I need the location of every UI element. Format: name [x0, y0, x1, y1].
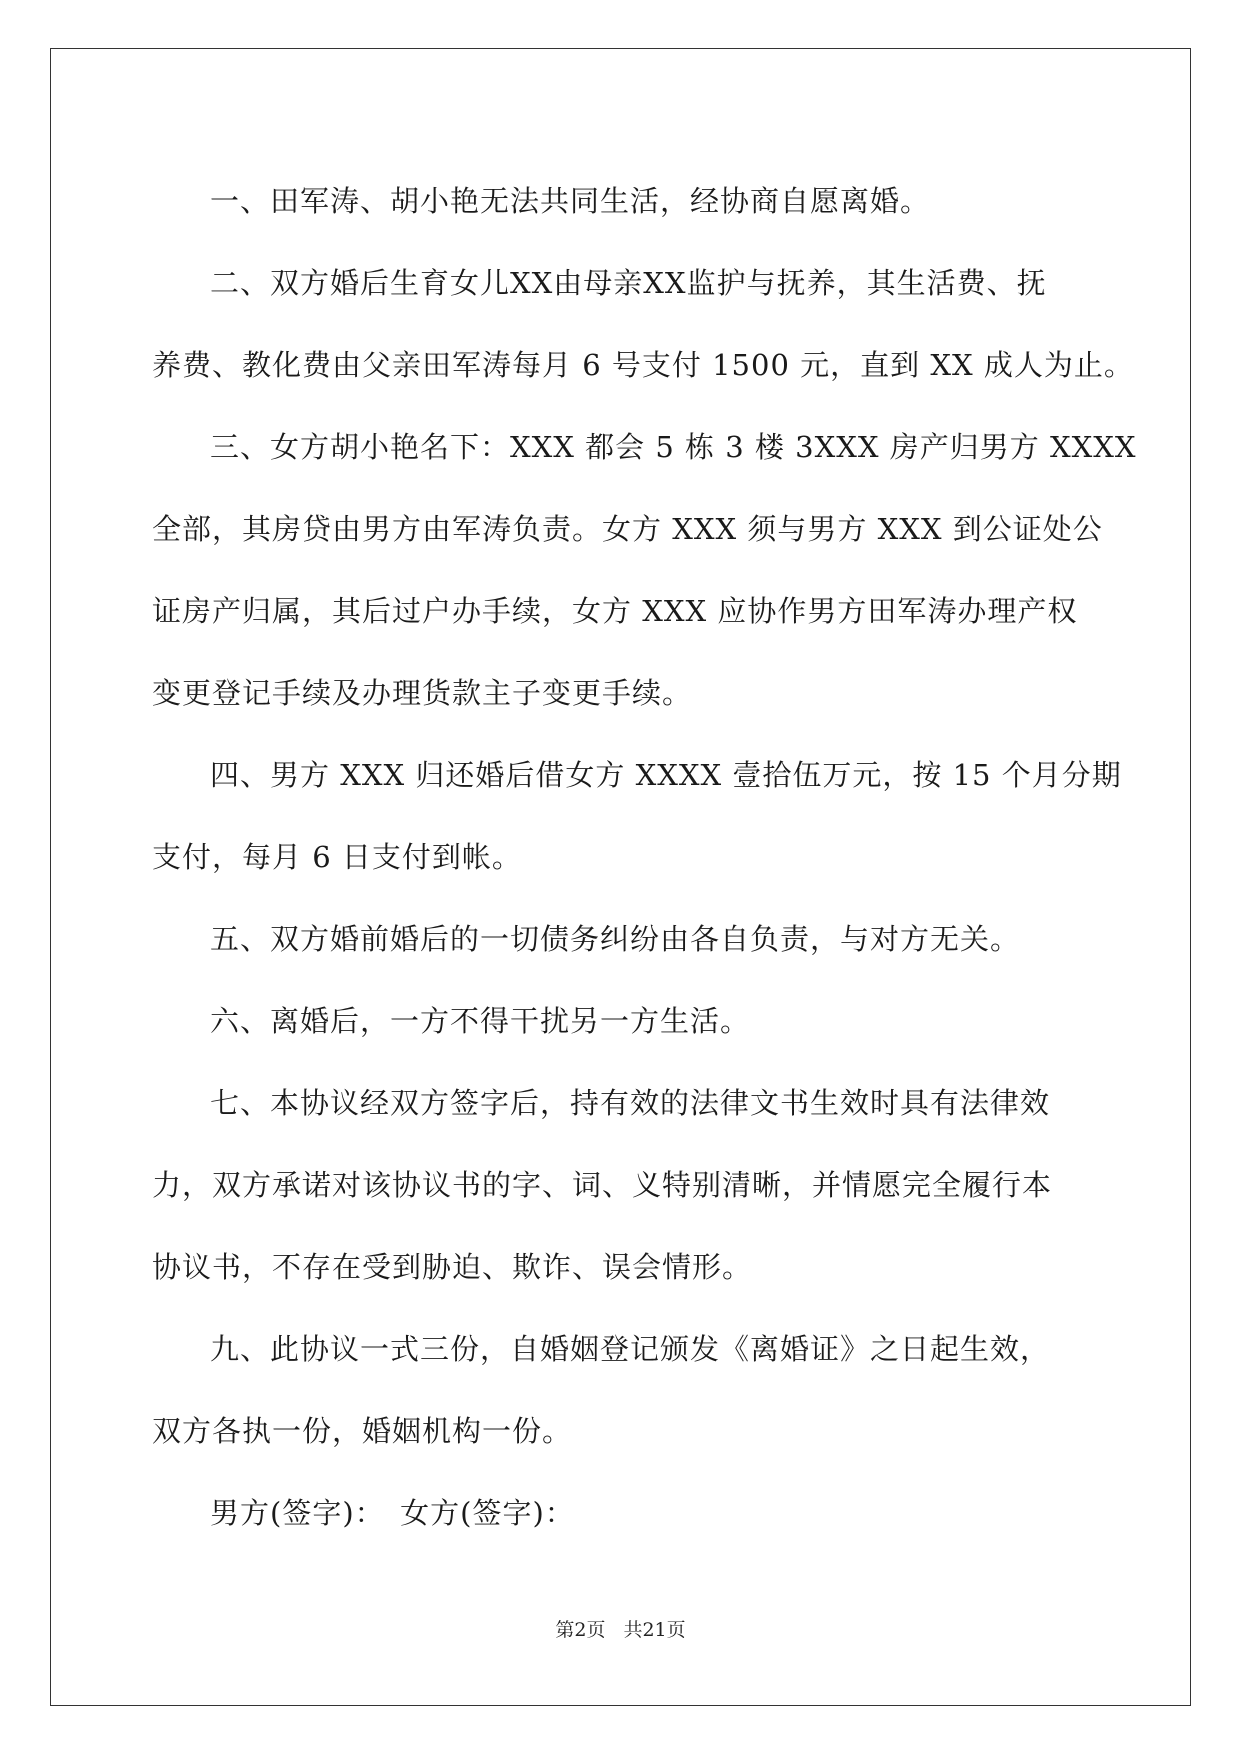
total-pages: 21 [642, 1619, 667, 1641]
clause-5-line-1: 五、双方婚前婚后的一切债务纠纷由各自负责，与对方无关。 [210, 922, 1021, 956]
clause-1-line-1: 一、田军涛、胡小艳无法共同生活，经协商自愿离婚。 [210, 184, 931, 218]
document-body [152, 160, 1137, 1554]
total-label-suffix: 页 [666, 1619, 686, 1641]
clause-3-line-1: 三、女方胡小艳名下：XXX 都会 5 栋 3 楼 3XXX 房产归男方 XXXX [210, 430, 1137, 464]
page-footer [0, 1615, 1241, 1642]
clause-7-line-1: 七、本协议经双方签字后，持有效的法律文书生效时具有法律效 [210, 1086, 1051, 1120]
clause-3-line-3: 证房产归属，其后过户办手续，女方 XXX 应协作男方田军涛办理产权 [152, 594, 1078, 628]
clause-2-line-2: 养费、教化费由父亲田军涛每月 6 号支付 1500 元，直到 XX 成人为止。 [152, 348, 1134, 382]
clause-3-line-4: 变更登记手续及办理货款主子变更手续。 [152, 676, 693, 710]
clause-4-line-2: 支付，每月 6 日支付到帐。 [152, 840, 522, 874]
page-label-suffix: 页 [586, 1619, 606, 1641]
clause-2-line-1: 二、双方婚后生育女儿XX由母亲XX监护与抚养，其生活费、抚 [210, 266, 1047, 300]
total-label-prefix: 共 [623, 1619, 643, 1641]
clause-9-line-1: 九、此协议一式三份，自婚姻登记颁发《离婚证》之日起生效， [210, 1332, 1051, 1366]
page-number: 2 [574, 1619, 587, 1641]
page-label-prefix: 第 [555, 1619, 575, 1641]
clause-7-line-3: 协议书，不存在受到胁迫、欺诈、误会情形。 [152, 1250, 753, 1284]
clause-4-line-1: 四、男方 XXX 归还婚后借女方 XXXX 壹拾伍万元，按 15 个月分期 [210, 758, 1122, 792]
clause-7-line-2: 力，双方承诺对该协议书的字、词、义特别清晰，并情愿完全履行本 [152, 1168, 1053, 1202]
signature-line: 男方(签字)： 女方(签字)： [210, 1496, 575, 1530]
clause-3-line-2: 全部，其房贷由男方由军涛负责。女方 XXX 须与男方 XXX 到公证处公 [152, 512, 1103, 546]
clause-6-line-1: 六、离婚后，一方不得干扰另一方生活。 [210, 1004, 751, 1038]
clause-9-line-2: 双方各执一份，婚姻机构一份。 [152, 1414, 573, 1448]
